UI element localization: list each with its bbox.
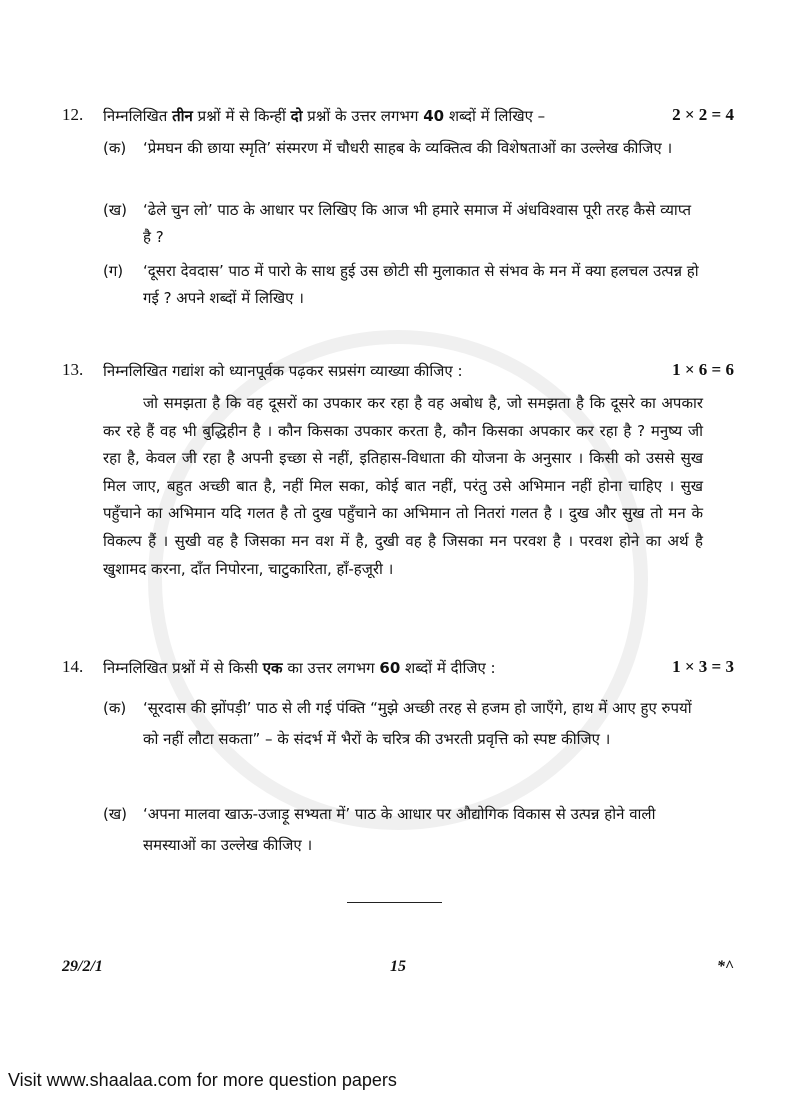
- footer-mark: *^: [716, 958, 734, 975]
- q13-number: 13.: [62, 360, 84, 379]
- q14-marks: 1 × 3 = 3: [672, 657, 734, 676]
- footer-paper-code: 29/2/1: [62, 958, 103, 975]
- q14-number: 14.: [62, 657, 84, 676]
- q12-item-ga: (ग) ‘दूसरा देवदास’ पाठ में पारो के साथ हुई उस छोटी सी मुलाकात से संभव के मन में क्या हलचल उत्पन्न हो गई ? अपने शब्दों में लिखिए ।: [103, 262, 699, 307]
- q12-marks: 2 × 2 = 4: [672, 105, 734, 124]
- q14-item-kha: (ख) ‘अपना मालवा खाऊ-उजाड़ू सभ्यता में’ पाठ के आधार पर औद्योगिक विकास से उत्पन्न होने वाली समस्याओं का उल्लेख कीजिए ।: [103, 805, 656, 854]
- q12-heading: निम्नलिखित तीन प्रश्नों में से किन्हीं दो प्रश्नों के उत्तर लगभग 40 शब्दों में लिखिए –: [103, 107, 546, 125]
- end-divider: [347, 902, 442, 903]
- q14-item-ka: (क) ‘सूरदास की झोंपड़ी’ पाठ से ली गई पंक्ति “मुझे अच्छी तरह से हजम हो जाएँगे, हाथ में आए हुए रुपयों को नहीं लौटा सकता” – के संदर्भ में भैरों के चरित्र की उभरती प्रवृत्ति को स्पष्ट कीजिए ।: [103, 699, 692, 748]
- q13-heading: निम्नलिखित गद्यांश को ध्यानपूर्वक पढ़कर सप्रसंग व्याख्या कीजिए :: [103, 362, 463, 380]
- q12-number: 12.: [62, 105, 84, 124]
- q13-passage: जो समझता है कि वह दूसरों का उपकार कर रहा है वह अबोध है, जो समझता है कि दूसरे का अपकार कर रहे हैं वह भी बुद्धिहीन है । कौन किसका उपकार करता है, कौन किसका अपकार कर रहा है ? मनुष्य जी रहा है, केवल जी रहा है अपनी इच्छा से नहीं, इतिहास-विधाता की योजना के अनुसार । किसी को उससे सुख मिल जाए, बहुत अच्छी बात है, नहीं मिल सका, कोई बात नहीं, परंतु उसे अभिमान नहीं होना चाहिए । सुख पहुँचाने का अभिमान यदि गलत है तो दुख पहुँचाने का अभिमान तो नितरां गलत है । दुख और सुख तो मन के विकल्प हैं । सुखी वह है जिसका मन वश में है, दुखी वह है जिसका मन परवश है । परवश होने का अर्थ है खुशामद करना, दाँत निपोरना, चाटुकारिता, हाँ-हजूरी ।: [103, 394, 703, 578]
- q12-item-kha: (ख) ‘ढेले चुन लो’ पाठ के आधार पर लिखिए कि आज भी हमारे समाज में अंधविश्वास पूरी तरह कैसे व्याप्त है ?: [103, 201, 691, 246]
- footer-page-number: 15: [390, 958, 406, 975]
- q13-marks: 1 × 6 = 6: [672, 360, 734, 379]
- q12-item-ka: (क) ‘प्रेमघन की छाया स्मृति’ संस्मरण में चौधरी साहब के व्यक्तित्व की विशेषताओं का उल्लेख कीजिए ।: [103, 139, 673, 157]
- q14-heading: निम्नलिखित प्रश्नों में से किसी एक का उत्तर लगभग 60 शब्दों में दीजिए :: [103, 659, 496, 677]
- shaalaa-banner: Visit www.shaalaa.com for more question papers: [8, 1070, 397, 1090]
